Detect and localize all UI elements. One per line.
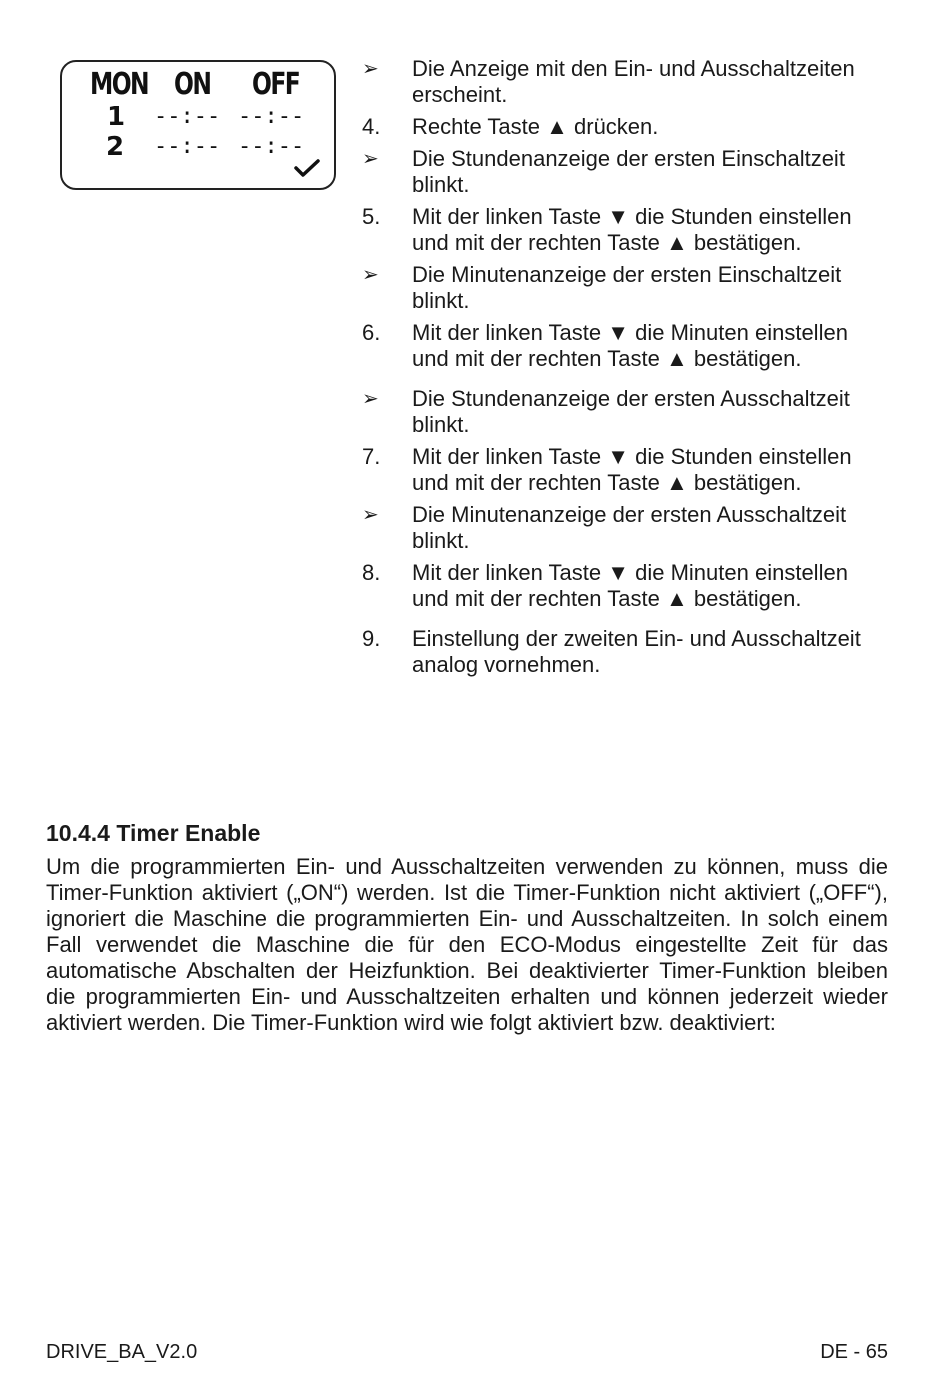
display-row-1-off-time: --:-- — [238, 104, 305, 129]
timer-enable-section — [46, 818, 888, 1036]
step-text: Mit der linken Taste ▼ die Minuten einstellen und mit der rechten Taste ▲ bestätigen. — [412, 560, 848, 611]
step-text: Mit der linken Taste ▼ die Minuten einstellen und mit der rechten Taste ▲ bestätigen. — [412, 320, 848, 371]
page-number: DE - 65 — [820, 1341, 888, 1363]
display-col-off: OFF — [252, 67, 300, 102]
display-row-2-label: 2 — [106, 132, 125, 162]
section-body: Um die programmierten Ein- und Ausschaltzeiten verwenden zu können, muss die Timer-Funktion aktiviert („ON“) werden. Ist die Timer-Funktion nicht aktiviert („OFF“), ignoriert die Maschine die programmierten Ein- und Ausschaltzeiten. In solch einem Fall verwendet die Maschine die für den ECO-Modus eingestellte Zeit für das automatische Abschalten der Heizfunktion. Bei deaktivierter Timer-Funktion bleiben die programmierten Ein- und Ausschaltzeiten erhalten und können jederzeit wieder aktiviert werden. Die Timer-Funktion wird wie folgt aktiviert bzw. deaktiviert: — [46, 854, 888, 1035]
step-item — [362, 560, 882, 612]
step-marker: 4. — [362, 114, 381, 139]
step-text: Die Stundenanzeige der ersten Ausschaltzeit blinkt. — [412, 386, 850, 437]
step-item — [362, 56, 882, 108]
step-text: Die Minutenanzeige der ersten Einschaltzeit blinkt. — [412, 262, 842, 313]
step-item — [362, 386, 882, 438]
document-id: DRIVE_BA_V2.0 — [46, 1341, 198, 1363]
display-row-2-on-time: --:-- — [154, 134, 221, 159]
display-col-on: ON — [174, 67, 211, 102]
step-text: Die Stundenanzeige der ersten Einschaltzeit blinkt. — [412, 146, 845, 197]
step-text: Einstellung der zweiten Ein- und Ausschaltzeit analog vornehmen. — [412, 626, 861, 677]
step-item — [362, 444, 882, 496]
display-col-mon: MON — [90, 67, 149, 102]
step-text: Mit der linken Taste ▼ die Stunden einstellen und mit der rechten Taste ▲ bestätigen. — [412, 204, 852, 255]
step-marker: 8. — [362, 560, 381, 585]
step-item — [362, 626, 882, 678]
step-marker: 5. — [362, 204, 381, 229]
step-marker: ➢ — [362, 58, 379, 80]
step-marker: 6. — [362, 320, 381, 345]
step-item — [362, 114, 882, 140]
timer-display-illustration — [60, 60, 336, 190]
step-item — [362, 502, 882, 554]
step-text: Die Anzeige mit den Ein- und Ausschaltzeiten erscheint. — [412, 56, 855, 107]
step-item — [362, 146, 882, 198]
display-row-1-on-time: --:-- — [154, 104, 221, 129]
step-marker: ➢ — [362, 264, 379, 286]
step-marker: 7. — [362, 444, 381, 469]
step-marker: ➢ — [362, 388, 379, 410]
step-marker: ➢ — [362, 504, 379, 526]
checkmark-icon — [294, 158, 320, 178]
step-text: Die Minutenanzeige der ersten Ausschaltzeit blinkt. — [412, 502, 847, 553]
instruction-steps — [362, 56, 882, 678]
step-marker: 9. — [362, 626, 381, 651]
step-text: Rechte Taste ▲ drücken. — [412, 114, 659, 139]
step-item — [362, 320, 882, 372]
display-row-1-label: 1 — [107, 102, 126, 132]
display-row-2-off-time: --:-- — [238, 134, 305, 159]
step-item — [362, 262, 882, 314]
step-text: Mit der linken Taste ▼ die Stunden einstellen und mit der rechten Taste ▲ bestätigen. — [412, 444, 852, 495]
step-marker: ➢ — [362, 148, 379, 170]
step-item — [362, 204, 882, 256]
section-heading: 10.4.4 Timer Enable — [46, 820, 261, 846]
